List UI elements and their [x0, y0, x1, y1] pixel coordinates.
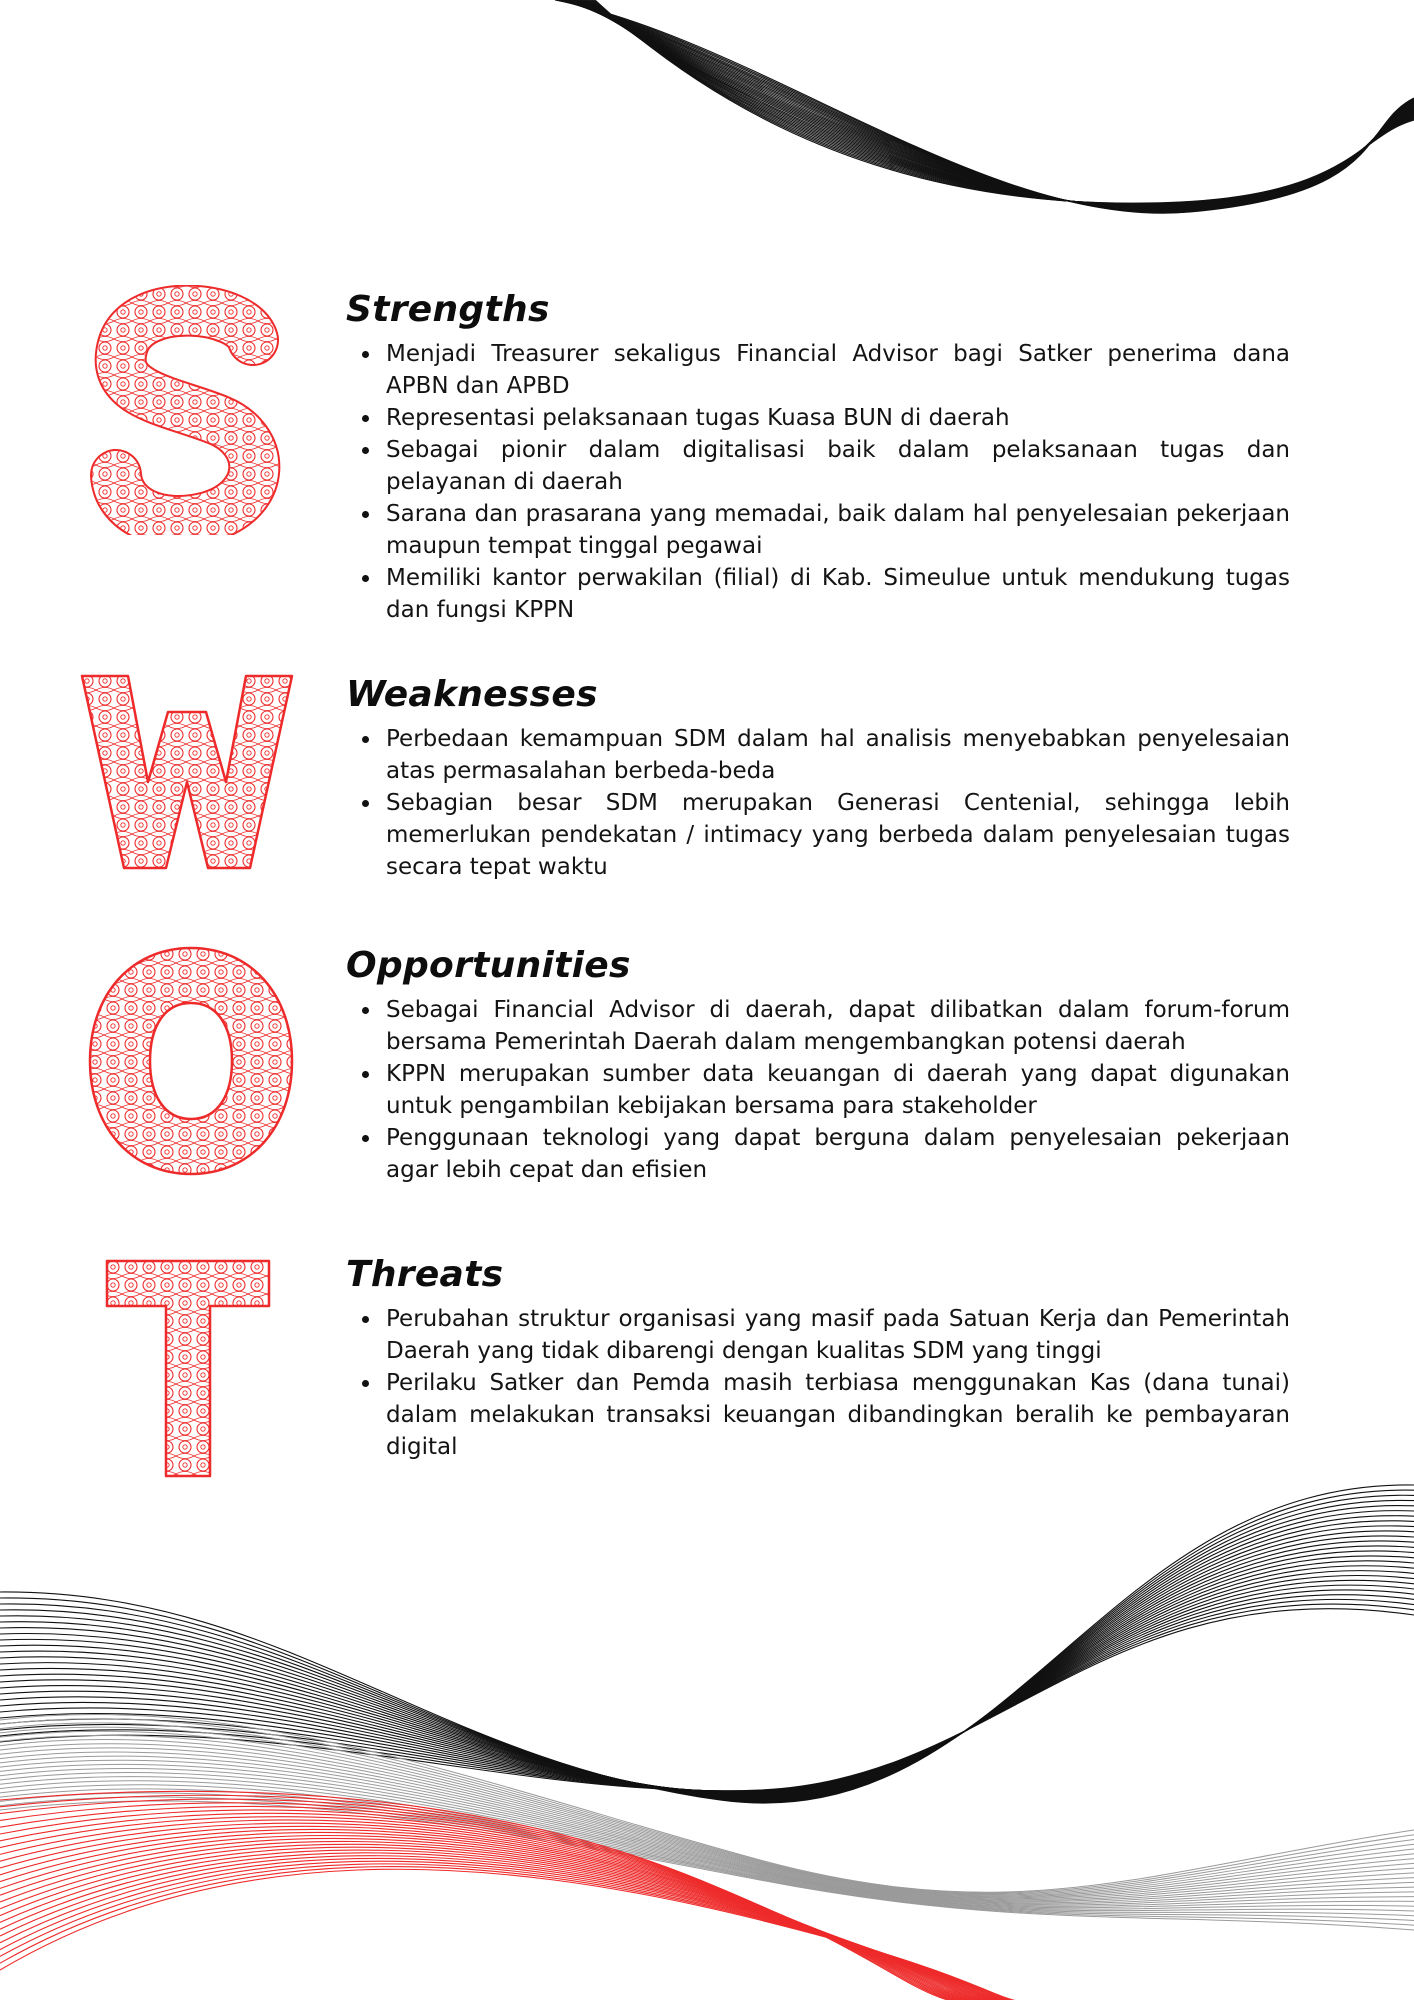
- list-item: Penggunaan teknologi yang dapat berguna dalam penyelesaian pekerjaan agar lebih cepat dan efisien: [386, 1122, 1290, 1186]
- list-item: Sebagai pionir dalam digitalisasi baik dalam pelaksanaan tugas dan pelayanan di daerah: [386, 434, 1290, 498]
- wave-line: [0, 1719, 1414, 1893]
- wave-line: [0, 1490, 1414, 1802]
- wave-line: [0, 1521, 1414, 1799]
- wave-line: [0, 1740, 1414, 1898]
- wave-line: [0, 1500, 1414, 1801]
- bullet-list: [346, 338, 1290, 626]
- wave-line: [565, 0, 1414, 211]
- list-item: Perubahan struktur organisasi yang masif pada Satuan Kerja dan Pemerintah Daerah yang tidak dibarengi dengan kualitas SDM yang tinggi: [386, 1303, 1290, 1367]
- wave-line: [0, 1485, 1414, 1803]
- wave-line: [0, 1735, 1414, 1896]
- wave-line: [0, 1869, 1080, 2000]
- wave-line: [0, 1856, 1064, 2000]
- wave-line: [559, 0, 1414, 212]
- wave-line: [0, 1799, 1006, 2000]
- top-wave-lines-decoration: [0, 0, 1414, 240]
- wave-line: [573, 0, 1414, 209]
- wave-line: [0, 1810, 1016, 2000]
- wave-line: [0, 1813, 1019, 2000]
- section-opportunities: [346, 944, 1290, 1186]
- ornamental-letter-s-icon: [78, 285, 308, 535]
- wave-line: [0, 1853, 1061, 2000]
- wave-line: [0, 1536, 1414, 1797]
- ornamental-letter-o-icon: [86, 945, 296, 1177]
- list-item: Perbedaan kemampuan SDM dalam hal analisis menyebabkan penyelesaian atas permasalahan berbeda-beda: [386, 723, 1290, 787]
- wave-line: [556, 0, 1414, 213]
- wave-line: [0, 1781, 1414, 1909]
- wave-line: [0, 1764, 1414, 1904]
- wave-line: [0, 1506, 1414, 1801]
- wave-line: [578, 0, 1414, 207]
- wave-line: [0, 1748, 1414, 1900]
- wave-line: [0, 1571, 1414, 1794]
- section-title: Weaknesses: [346, 674, 598, 715]
- wave-line: [0, 1838, 1045, 2000]
- wave-line: [0, 1844, 1051, 2000]
- wave-line: [555, 0, 1414, 213]
- section-title: Threats: [346, 1254, 504, 1295]
- wave-line: [577, 0, 1414, 208]
- wave-line: [0, 1795, 1003, 2000]
- wave-line: [0, 1604, 1414, 1791]
- ornamental-letter-w-icon: [78, 672, 296, 872]
- wave-line: [0, 1858, 1067, 2000]
- wave-line: [0, 1566, 1414, 1794]
- wave-line: [0, 1803, 1010, 2000]
- wave-line: [0, 1797, 1414, 1925]
- wave-line: [0, 1744, 1414, 1899]
- wave-line: [562, 0, 1414, 211]
- wave-line: [567, 0, 1414, 210]
- wave-line: [0, 1727, 1414, 1895]
- wave-line: [0, 1826, 1032, 2000]
- wave-line: [0, 1760, 1414, 1903]
- wave-line: [0, 1495, 1414, 1802]
- list-item: Representasi pelaksanaan tugas Kuasa BUN di daerah: [386, 402, 1290, 434]
- wave-line: [0, 1773, 1414, 1907]
- wave-line: [0, 1789, 1414, 1916]
- wave-line: [0, 1599, 1414, 1791]
- wave-line: [0, 1820, 1026, 2000]
- wave-line: [583, 0, 1414, 206]
- wave-line: [0, 1756, 1414, 1902]
- wave-line: [0, 1864, 1074, 2000]
- wave-line: [0, 1590, 1414, 1792]
- wave-line: [595, 0, 1414, 203]
- wave-line: [588, 0, 1414, 205]
- wave-line: [0, 1516, 1414, 1800]
- wave-line: [0, 1752, 1414, 1901]
- section-title: Strengths: [346, 289, 550, 330]
- wave-line: [0, 1777, 1414, 1908]
- wave-line: [0, 1556, 1414, 1795]
- wave-line: [0, 1580, 1414, 1792]
- wave-line: [584, 0, 1414, 206]
- list-item: Sebagian besar SDM merupakan Generasi Centenial, sehingga lebih memerlukan pendekatan / intimacy yang berbeda dalam penyelesaian tugas secara tepat waktu: [386, 787, 1290, 883]
- wave-line: [0, 1768, 1414, 1905]
- wave-line: [0, 1836, 1042, 2000]
- wave-line: [0, 1575, 1414, 1792]
- wave-line: [0, 1867, 1077, 2000]
- section-title: Opportunities: [346, 945, 631, 986]
- bullet-list: [346, 1303, 1290, 1463]
- bullet-list: [346, 994, 1290, 1186]
- wave-line: [0, 1723, 1414, 1894]
- wave-line: [0, 1861, 1070, 2000]
- list-item: Sarana dan prasarana yang memadai, baik dalam hal penyelesaian pekerjaan maupun tempat tinggal pegawai: [386, 498, 1290, 562]
- section-threats: [346, 1253, 1290, 1463]
- ornamental-letter-t-icon: [104, 1258, 272, 1480]
- wave-line: [0, 1806, 1013, 2000]
- wave-line: [0, 1715, 1414, 1893]
- wave-line: [574, 0, 1414, 208]
- wave-line: [0, 1585, 1414, 1792]
- wave-line: [569, 0, 1414, 210]
- wave-line: [0, 1595, 1414, 1792]
- wave-line: [0, 1841, 1048, 2000]
- wave-line: [563, 0, 1414, 211]
- wave-line: [0, 1531, 1414, 1798]
- list-item: KPPN merupakan sumber data keuangan di daerah yang dapat digunakan untuk pengambilan kebijakan bersama para stakeholder: [386, 1058, 1290, 1122]
- wave-line: [0, 1511, 1414, 1800]
- wave-line: [0, 1829, 1035, 2000]
- wave-line: [0, 1823, 1029, 2000]
- wave-line: [587, 0, 1414, 205]
- section-strengths: [346, 288, 1290, 626]
- wave-line: [592, 0, 1414, 204]
- list-item: Sebagai Financial Advisor di daerah, dapat dilibatkan dalam forum-forum bersama Pemerintah Daerah dalam mengembangkan potensi daerah: [386, 994, 1290, 1058]
- section-weaknesses: [346, 673, 1290, 883]
- wave-line: [0, 1551, 1414, 1795]
- wave-line: [0, 1561, 1414, 1794]
- wave-line: [572, 0, 1414, 209]
- wave-line: [0, 1801, 1414, 1930]
- wave-line: [0, 1731, 1414, 1896]
- wave-line: [0, 1847, 1054, 2000]
- wave-line: [0, 1817, 1022, 2000]
- wave-line: [0, 1791, 1000, 2000]
- wave-line: [585, 0, 1414, 205]
- wave-line: [0, 1541, 1414, 1796]
- wave-line: [0, 1850, 1058, 2000]
- wave-line: [0, 1785, 1414, 1911]
- wave-line: [570, 0, 1414, 209]
- wave-line: [591, 0, 1414, 204]
- wave-line: [0, 1526, 1414, 1798]
- wave-line: [561, 0, 1414, 212]
- wave-line: [0, 1793, 1414, 1921]
- wave-line: [558, 0, 1414, 212]
- wave-line: [589, 0, 1414, 204]
- wave-line: [580, 0, 1414, 207]
- wave-line: [0, 1609, 1414, 1791]
- wave-line: [581, 0, 1414, 206]
- bullet-list: [346, 723, 1290, 883]
- wave-line: [576, 0, 1414, 208]
- list-item: Menjadi Treasurer sekaligus Financial Advisor bagi Satker penerima dana APBN dan APBD: [386, 338, 1290, 402]
- list-item: Perilaku Satker dan Pemda masih terbiasa menggunakan Kas (dana tunai) dalam melakukan transaksi keuangan dibandingkan beralih ke pembayaran digital: [386, 1367, 1290, 1463]
- list-item: Memiliki kantor perwakilan (filial) di Kab. Simeulue untuk mendukung tugas dan fungsi KPPN: [386, 562, 1290, 626]
- wave-line: [566, 0, 1414, 210]
- wave-line: [0, 1546, 1414, 1796]
- wave-line: [0, 1832, 1038, 2000]
- wave-line: [594, 0, 1414, 203]
